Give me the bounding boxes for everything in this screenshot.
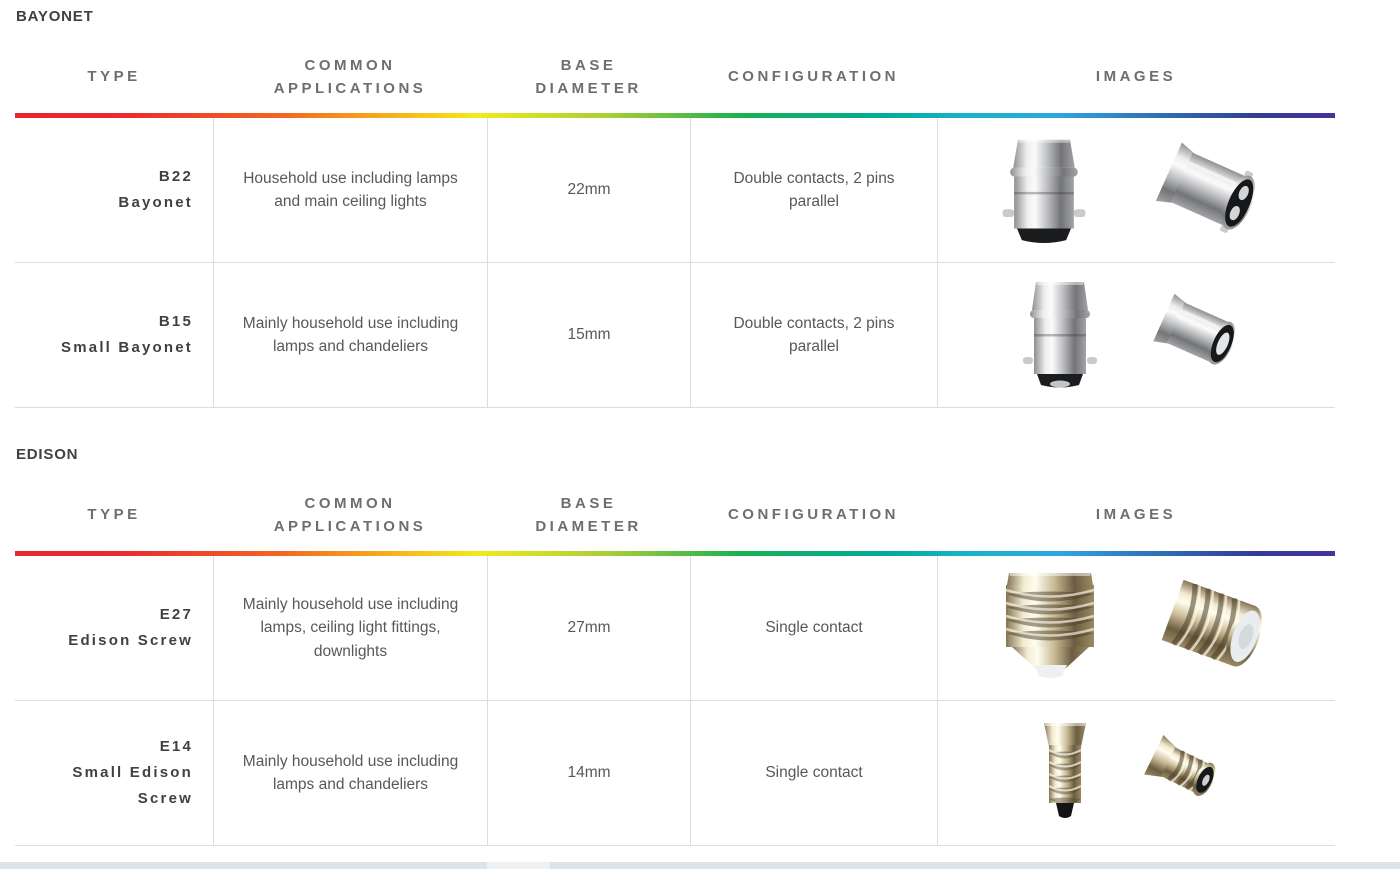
bayonet-table xyxy=(15,41,1335,408)
e14-cap-side-image xyxy=(1036,717,1094,829)
base-diameter-cell: 27mm xyxy=(487,556,690,700)
column-header-common-applications: COMMON APPLICATIONS xyxy=(273,494,427,535)
images-cell xyxy=(937,701,1335,845)
type-cell xyxy=(15,556,213,700)
base-diameter-cell: 14mm xyxy=(487,701,690,845)
applications-cell xyxy=(213,556,487,700)
type-cell xyxy=(15,263,213,407)
column-header-base-diameter: BASE DIAMETER xyxy=(535,56,642,97)
configuration-cell xyxy=(690,701,937,845)
b15-cap-side-image xyxy=(1019,277,1101,393)
column-header-images: IMAGES xyxy=(1095,506,1177,524)
type-code: E27 xyxy=(159,605,193,623)
table-row-b15 xyxy=(15,263,1335,408)
table-header-row xyxy=(15,41,1335,113)
type-code: E14 xyxy=(159,737,193,755)
images-cell xyxy=(937,263,1335,407)
configuration-text: Double contacts, 2 pins parallel xyxy=(733,314,895,355)
b15-cap-base-image xyxy=(1149,285,1255,385)
applications-text: Mainly household use including lamps, ceiling light fittings, downlights xyxy=(242,596,459,660)
configuration-text: Single contact xyxy=(765,619,863,637)
scrollbar-gap xyxy=(487,862,550,869)
type-cell xyxy=(15,701,213,845)
configuration-cell xyxy=(690,263,937,407)
horizontal-scrollbar[interactable] xyxy=(0,862,1400,869)
b22-cap-base-image xyxy=(1145,134,1283,246)
column-header-configuration: CONFIGURATION xyxy=(727,68,900,86)
section-label-bayonet: BAYONET xyxy=(16,8,94,25)
section-label-edison: EDISON xyxy=(16,446,79,463)
applications-cell xyxy=(213,263,487,407)
applications-cell xyxy=(213,118,487,262)
applications-cell xyxy=(213,701,487,845)
table-row-e14 xyxy=(15,701,1335,846)
b22-cap-side-image xyxy=(991,134,1097,246)
type-code: B15 xyxy=(158,312,193,330)
column-header-base-diameter: BASE DIAMETER xyxy=(535,494,642,535)
edison-table xyxy=(15,479,1335,846)
configuration-cell xyxy=(690,556,937,700)
section-bayonet xyxy=(15,8,1335,408)
configuration-text: Double contacts, 2 pins parallel xyxy=(733,169,895,210)
images-cell xyxy=(937,118,1335,262)
configuration-cell xyxy=(690,118,937,262)
column-header-configuration: CONFIGURATION xyxy=(727,506,900,524)
type-name: Small Edison Screw xyxy=(72,763,193,808)
images-cell xyxy=(937,556,1335,700)
table-row-e27 xyxy=(15,556,1335,701)
type-name: Small Bayonet xyxy=(61,339,193,356)
type-name: Bayonet xyxy=(118,194,193,211)
e27-cap-side-image xyxy=(994,568,1106,688)
type-cell xyxy=(15,118,213,262)
applications-text: Household use including lamps and main ceiling lights xyxy=(243,169,458,210)
e27-cap-base-image xyxy=(1154,569,1280,687)
applications-text: Mainly household use including lamps and chandeliers xyxy=(242,752,459,793)
type-name: Edison Screw xyxy=(68,632,193,649)
type-code: B22 xyxy=(158,167,193,185)
column-header-images: IMAGES xyxy=(1095,68,1177,86)
table-header-row xyxy=(15,479,1335,551)
column-header-type: TYPE xyxy=(87,68,141,86)
table-row-b22 xyxy=(15,118,1335,263)
section-edison xyxy=(15,446,1335,846)
base-diameter-cell: 15mm xyxy=(487,263,690,407)
applications-text: Mainly household use including lamps and chandeliers xyxy=(242,314,459,355)
e14-cap-base-image xyxy=(1142,719,1238,827)
column-header-type: TYPE xyxy=(87,506,141,524)
column-header-common-applications: COMMON APPLICATIONS xyxy=(273,56,427,97)
configuration-text: Single contact xyxy=(765,764,863,782)
base-diameter-cell: 22mm xyxy=(487,118,690,262)
